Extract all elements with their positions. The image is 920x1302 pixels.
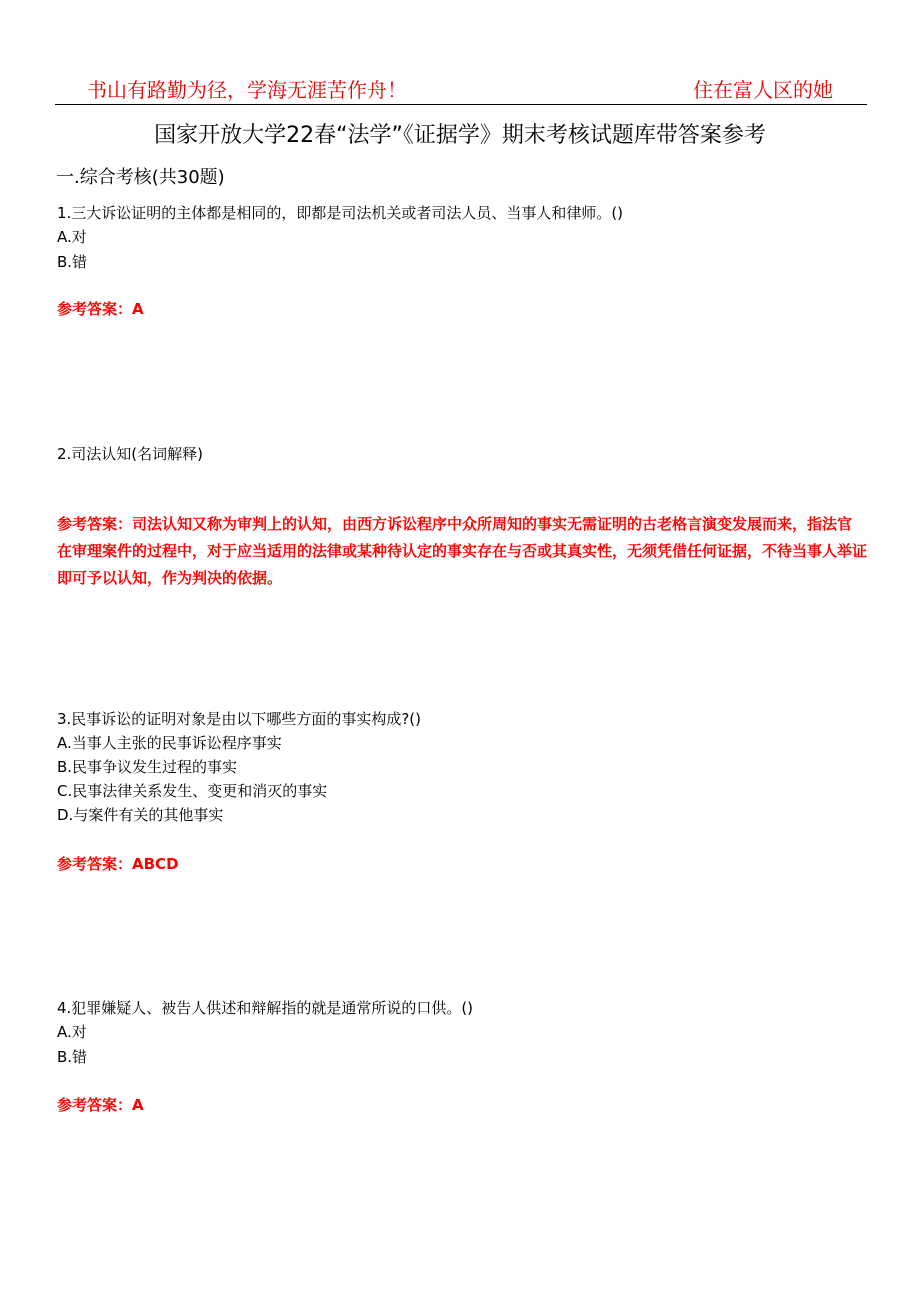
answer-value: A (132, 1096, 144, 1114)
option-b: B.错 (57, 253, 88, 271)
option-c: C.民事法律关系发生、变更和消灭的事实 (57, 782, 328, 800)
answer (57, 852, 179, 876)
question-stem: 4.犯罪嫌疑人、被告人供述和辩解指的就是通常所说的口供。() (57, 999, 474, 1017)
document-title: 国家开放大学22春“法学”《证据学》期末考核试题库带答案参考 (154, 123, 766, 148)
answer-label: 参考答案： (57, 300, 133, 318)
option-a: A.对 (57, 1023, 87, 1041)
answer-value: A (132, 300, 144, 318)
option-a: A.当事人主张的民事诉讼程序事实 (57, 734, 282, 752)
section-heading: 一.综合考核(共30题) (56, 167, 225, 188)
answer (57, 297, 144, 321)
answer-value: 司法认知又称为审判上的认知，由西方诉讼程序中众所周知的事实无需证明的古老格言演变发展而来，指法官在审理案件的过程中，对于应当适用的法律或某种待认定的事实存在与否或其真实性，无须凭借任何证据，不待当事人举证即可予以认知，作为判决的依据。 (57, 515, 868, 587)
answer-label: 参考答案： (57, 855, 133, 873)
header-motto: 书山有路勤为径，学海无涯苦作舟！ (87, 78, 407, 102)
question-stem: 2.司法认知(名词解释) (57, 445, 204, 463)
page-header (55, 70, 867, 105)
header-author: 住在富人区的她 (693, 78, 833, 102)
answer-label: 参考答案： (57, 1096, 133, 1114)
answer-value: ABCD (132, 855, 179, 873)
question-stem: 1.三大诉讼证明的主体都是相同的，即都是司法机关或者司法人员、当事人和律师。() (57, 204, 624, 222)
answer (57, 1093, 144, 1117)
option-a: A.对 (57, 228, 87, 246)
answer-label: 参考答案： (57, 515, 133, 533)
question-stem: 3.民事诉讼的证明对象是由以下哪些方面的事实构成?() (57, 710, 421, 728)
answer (57, 511, 867, 592)
option-b: B.民事争议发生过程的事实 (57, 758, 238, 776)
option-b: B.错 (57, 1048, 88, 1066)
option-d: D.与案件有关的其他事实 (57, 806, 224, 824)
